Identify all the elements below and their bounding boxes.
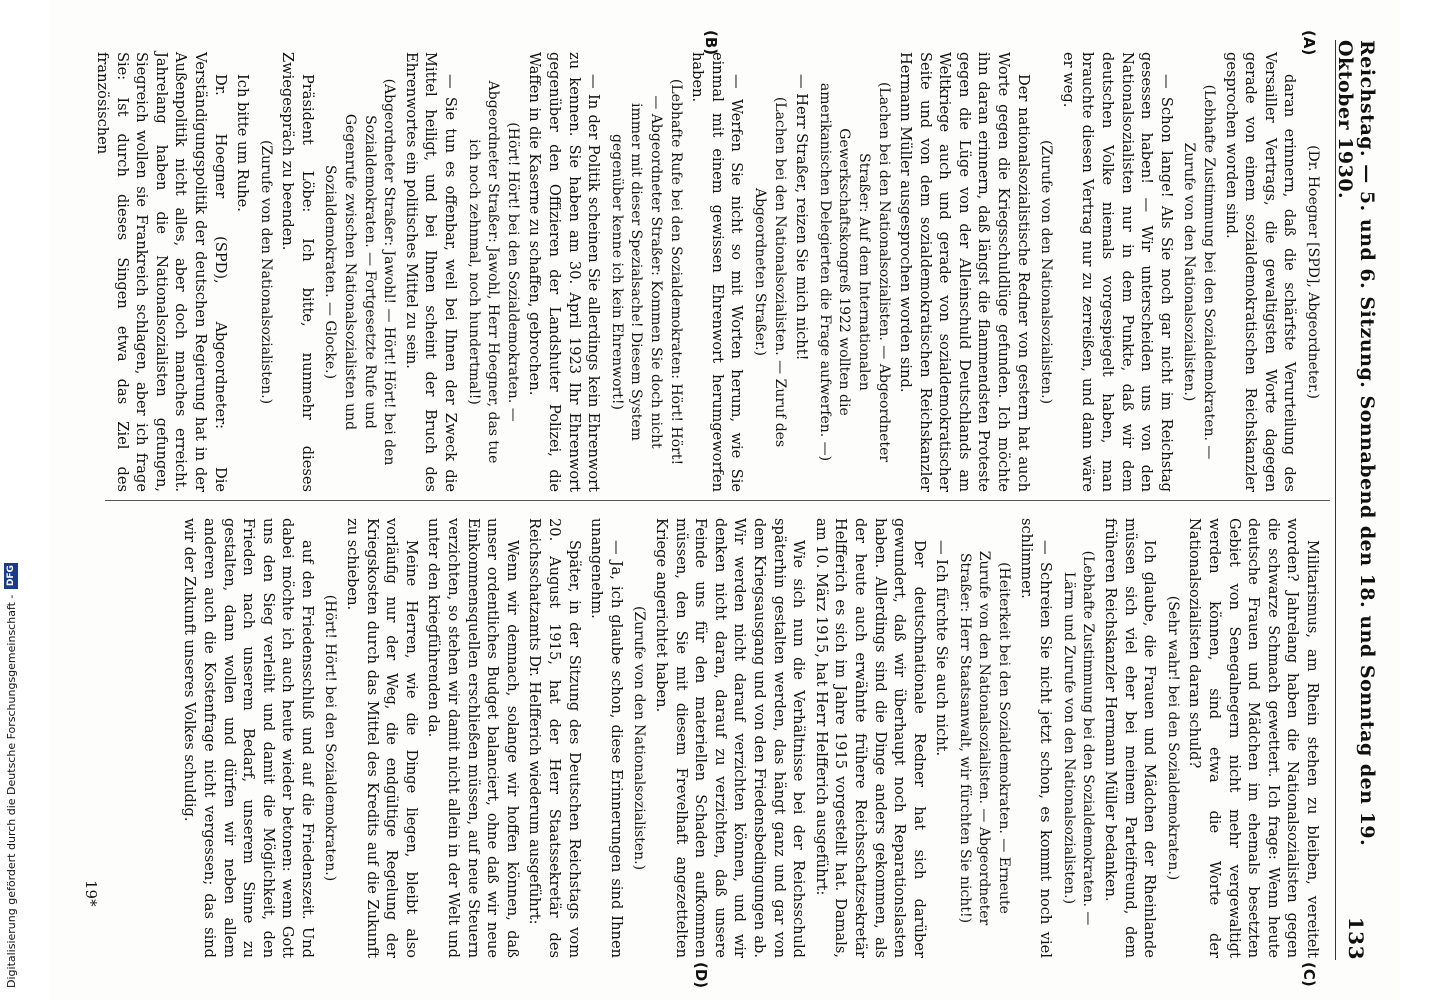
paragraph: Ich glaube, die Frauen und Mädchen der Rheinlande müssen sich viel eher bei meinem Parteifreund, dem früheren Reichskanzler Hermann Müller bedanken. xyxy=(1102,518,1159,958)
paragraph: Militarismus, am Rhein stehen zu bleiben, vereitelt worden? Jahrelang haben die Nationalsozialisten gegen die schwarze Schmach gewettert. Ich frage: Wenn heute deutsche Frauen und Mädchen im ehemals besetzten Gebiet von Senegalnegern nicht mehr vergewaltigt werden können, sind etwa die Worte der Nationalsozialisten daran schuld? xyxy=(1186,518,1321,958)
paragraph: Wie sich nun die Verhältnisse bei der Reichsschuld späterhin gestalten werden, das hängt ganz und gar von dem Kriegsausgang und von den Friedensbedingungen ab. Wir werden nicht darauf verzichten können, und wir denken nicht daran, darauf zu verzichten, daß unsere Feinde uns für den materiellen Schaden aufkommen müssen, den Sie mit diesem Frevelhaft angezettelten Kriege angerichtet haben. xyxy=(653,518,808,958)
credit-text: Digitalisierung gefördert durch die Deutsche Forschungsgemeinschaft - xyxy=(4,594,18,988)
paragraph: Wenn wir demnach, solange wir hoffen können, daß unser ordentliches Budget balanciert, ohne daß wir neue Einkommensquellen erschließen müssen, auf neue Steuern verzichten, so stehen wir damit nicht allein in der Welt und unter den kriegführenden da. xyxy=(425,518,521,958)
paragraph: Meine Herren, wie die Dinge liegen, bleibt also vorläufig nur der Weg, die endgültige Regelung der Kriegskosten durch das Mittel des Kredits auf die Zukunft zu schieben. xyxy=(344,518,420,958)
paragraph: (Dr. Hoegner [SPD], Abgeordneter.) xyxy=(1305,145,1321,399)
interjection: (Lebhafte Zustimmung bei den Sozialdemokraten. — Zurufe von den Nationalsozialisten.) xyxy=(1181,84,1218,460)
interjection: (Sehr wahr! bei den Sozialdemokraten.) xyxy=(1164,595,1181,881)
margin-marker-c: (C) xyxy=(1300,962,1318,987)
interjection: (Hört! Hört! bei den Sozialdemokraten.) xyxy=(322,594,339,882)
interjection: (Abgeordneter Straßer: Jawohl! — Hört! Hört! bei den Sozialdemokraten. — Fortgesetzte Rufe und Gegenrufe zwischen Nationalsozialisten und Sozialdemokraten. — Glocke.) xyxy=(322,78,398,466)
page-number: 133 xyxy=(1344,916,1368,960)
paragraph: — Schreien Sie nicht jetzt schon, es kommt noch viel schlimmer. xyxy=(1017,518,1055,958)
paragraph: Ich bitte um Ruhe. xyxy=(234,74,252,212)
paragraph: auf den Friedensschluß und auf die Friedenszeit. Und dabei möchte ich auch heute wieder betonen: wenn Gott uns den Sieg verleiht und damit die Möglichkeit, den Frieden nach unserem Bedarf, unserem Sinne zu gestalten, dann wollen und dürfen wir neben allem anderen auch die Kostenfrage nicht vergessen; das sind wir der Zukunft unseres Volkes schuldig. xyxy=(181,518,316,958)
interjection: (Lachen bei den Nationalsozialisten. — Abgeordneter Straßer: Auf dem Internationalen Gewerkschaftskongreß 1922 wollten die amerikanischen Delegierten die Frage aufwerfen. —) xyxy=(816,81,892,463)
interjection: (Zurufe von den Nationalsozialisten.) xyxy=(1038,139,1055,405)
digitization-credit xyxy=(4,563,18,988)
paragraph: Präsident Löbe: Ich bitte, nunmehr dieses Zwiegespräch zu beenden. xyxy=(279,52,316,492)
paragraph: — In der Politik scheinen Sie allerdings kein Ehrenwort zu kennen. Sie haben am 30. April 1923 Ihr Ehrenwort gegenüber den Offizieren der Landshuter Polizei, die Waffen in die Kaserne zu schaffen, gebrochen. xyxy=(526,52,603,492)
paragraph: — Ich fürchte Sie auch nicht. xyxy=(933,540,951,757)
page-header xyxy=(1334,40,1378,960)
margin-marker-a: (A) xyxy=(1300,30,1318,56)
header-rule xyxy=(1335,40,1336,960)
header-title: Reichstag. — 5. und 6. Sitzung. Sonnabend den 18. und Sonntag den 19. Oktober 1930. xyxy=(1334,40,1378,847)
margin-marker-b: (B) xyxy=(702,30,720,56)
interjection: (Heiterkeit bei den Sozialdemokraten. — Erneute Zurufe von den Nationalsozialisten. — Abgeordneter Straßer: Herr Staatsanwalt, wir fürchten Sie nicht!) xyxy=(956,550,1013,926)
interjection: (Lebhafte Rufe bei den Sozialdemokraten: Hört! Hört! — Abgeordneter Straßer: Kommen Sie doch nicht immer mit dieser Spezialsache! Diesem System gegenüber kenne ich kein Ehrenwort!) xyxy=(608,78,684,466)
paragraph: — Sie tun es offenbar, weil bei Ihnen der Zweck die Mittel heiligt, und bei Ihnen scheint der Bruch des Ehrenwortes ein politisches Mittel zu sein. xyxy=(402,52,460,492)
right-column xyxy=(112,518,1322,958)
dfg-logo: DFG xyxy=(4,563,18,589)
interjection: (Zurufe von den Nationalsozialisten.) xyxy=(631,605,648,871)
interjection: (Hört! Hört! bei den Sozialdemokraten. — Abgeordneter Straßer: Jawohl, Herr Hoegner, das tue ich noch zehnmal, noch hundertmal!) xyxy=(465,80,521,464)
interjection: (Zurufe von den Nationalsozialisten.) xyxy=(257,139,274,405)
paragraph: Später, in der Sitzung des Deutschen Reichstags vom 20. August 1915, hat der Herr Staatssekretär des Reichsschatzamts Dr. Helfferich wiederum ausgeführt: xyxy=(526,518,583,958)
document-page xyxy=(50,0,1400,1000)
interjection: (Lebhafte Zustimmung bei den Sozialdemokraten. — Lärm und Zurufe von den Nationalsozialisten.) xyxy=(1060,550,1097,926)
sheet-signature: 19* xyxy=(82,880,100,907)
paragraph: — Werfen Sie nicht so mit Worten herum, wie Sie einmal mit einem gewissen Ehrenwort herumgeworfen haben. xyxy=(689,52,746,492)
paragraph: Der nationalsozialistische Redner von gestern hat auch Worte gegen die Kriegsschuldlüge gefunden. Ich möchte ihn daran erinnern, daß längst die flammendsten Proteste gegen die Lüge von der Alleinschuld Deutschlands am Weltkriege auch und gerade von sozialdemokratischer Seite und von dem sozialdemokratischen Reichskanzler Hermann Müller ausgesprochen worden sind. xyxy=(897,52,1032,492)
left-column xyxy=(93,52,1322,492)
paragraph: — Schon lange! Als Sie noch gar nicht im Reichstag gesessen haben! — Wir unterscheiden uns von den Nationalsozialisten nur in dem Punkte, daß wir dem deutschen Volke niemals vorgespiegelt haben, man brauchte diesen Vertrag nur zu zerreißen, und dann wäre er weg. xyxy=(1059,52,1175,492)
margin-marker-d: (D) xyxy=(692,962,710,989)
paragraph: Der deutschnationale Redner hat sich darüber gewundert, daß wir überhaupt noch Reparationslasten haben. Allerdings sind die Dinge anders gekommen, als der heute auch erwähnte frühere Reichsschatzsekretär Helfferich es sich im Jahre 1915 vorgestellt hat. Damals, am 10. März 1915, hat Herr Helfferich ausgeführt: xyxy=(812,518,928,958)
interjection: (Lachen bei den Nationalsozialisten. — Zuruf des Abgeordneten Straßer.) xyxy=(751,96,788,448)
column-divider xyxy=(105,500,1330,501)
paragraph: Dr. Hoegner (SPD), Abgeordneter: Die Verständigungspolitik der deutschen Regierung hat in der Außenpolitik nicht alles, aber doch manches erreicht. Jahrelang haben die Nationalsozialisten gefungen, Siegreich wollen sie Frankreich schlagen, aber ich frage Sie: Ist durch dieses Singen etwa das Ziel des französischen xyxy=(93,52,229,492)
paragraph: — Ja, ich glaube schon, diese Erinnerungen sind Ihnen unangenehm. xyxy=(588,518,625,958)
paragraph: — Herr Straßer, reizen Sie mich nicht! xyxy=(793,74,811,361)
paragraph: daran erinnern, daß die schärfste Verurteilung des Versailler Vertrags, die gewaltigsten Worte dagegen gerade von einem sozialdemokratischen Reichskanzler gesprochen worden sind. xyxy=(1222,52,1299,492)
